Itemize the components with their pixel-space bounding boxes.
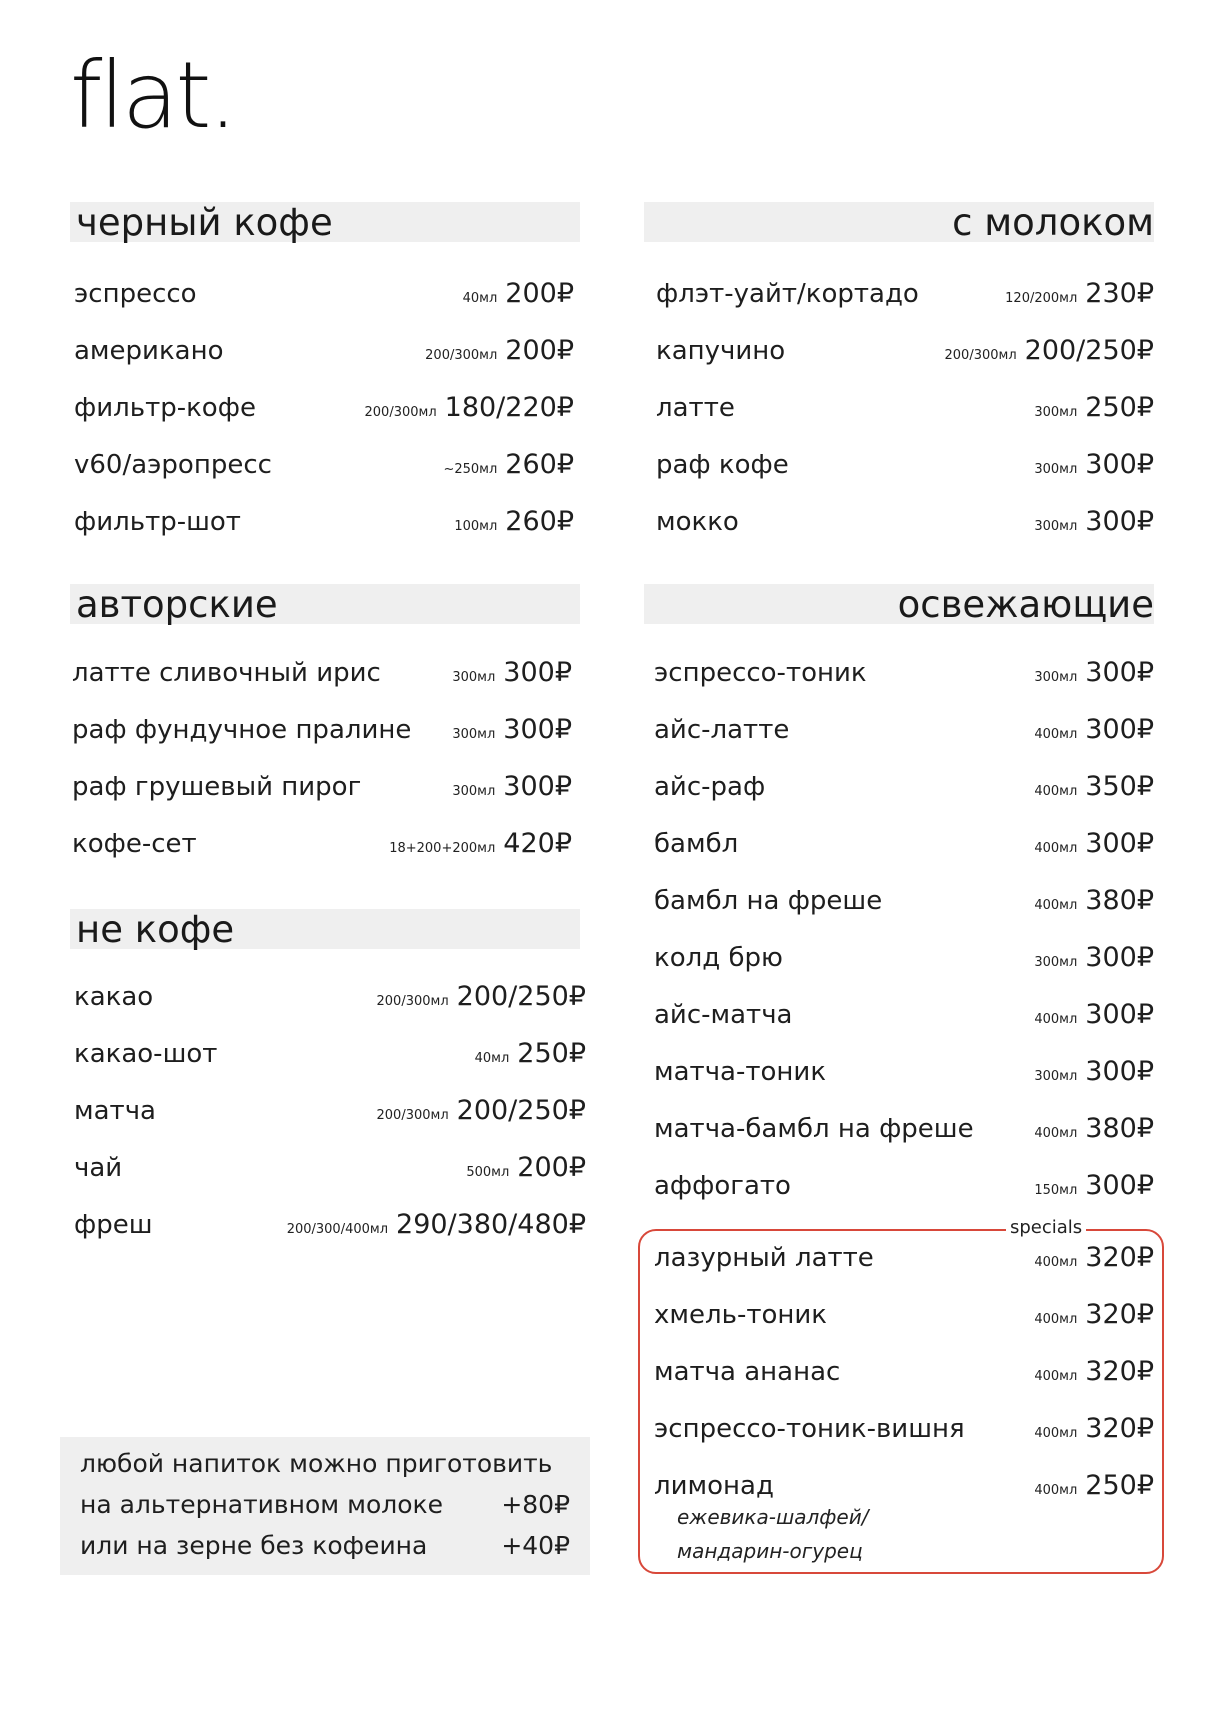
menu-item-name: раф кофе: [656, 450, 789, 480]
menu-item-pricing: [466, 1151, 586, 1190]
menu-item-volume: ~250мл: [443, 462, 498, 477]
menu-list-with-milk: [656, 277, 1154, 562]
menu-item-price: 180/220₽: [444, 392, 574, 423]
menu-item-name: колд брю: [654, 943, 783, 973]
note-text: или на зерне без кофеина: [80, 1531, 428, 1560]
menu-item-price: 380₽: [1085, 885, 1154, 916]
menu-item-price: 320₽: [1085, 1413, 1154, 1444]
menu-item-volume: 300мл: [452, 727, 496, 742]
menu-item-name: бамбл: [654, 829, 739, 859]
lemonade-flavor: ежевика-шалфей/: [677, 1505, 869, 1529]
menu-item-pricing: [377, 980, 586, 1019]
menu-item: [656, 277, 1154, 334]
menu-item-pricing: [377, 1094, 586, 1133]
menu-item-name: эспрессо-тоник: [654, 658, 867, 688]
menu-item-name: эспрессо: [74, 279, 197, 309]
section-title: освежающие: [897, 582, 1154, 626]
menu-item-volume: 300мл: [452, 670, 496, 685]
menu-item-price: 250₽: [1085, 392, 1154, 423]
menu-item-volume: 400мл: [1034, 727, 1078, 742]
menu-item: [72, 713, 572, 770]
menu-item: [656, 391, 1154, 448]
menu-item-name: какао-шот: [74, 1039, 218, 1069]
note-text: на альтернативном молоке: [80, 1490, 444, 1519]
menu-item-volume: 200/300мл: [376, 1108, 449, 1123]
menu-item: [654, 884, 1154, 941]
menu-item-pricing: [452, 656, 572, 695]
menu-item-pricing: [443, 448, 574, 487]
logo: flat.: [70, 42, 235, 149]
section-header-signature: [70, 584, 580, 624]
menu-item-name: фильтр-шот: [74, 507, 241, 537]
menu-item: [654, 827, 1154, 884]
menu-list-specials: [654, 1241, 1154, 1526]
menu-item-price: 300₽: [1085, 999, 1154, 1030]
menu-item: [656, 334, 1154, 391]
menu-item-volume: 500мл: [466, 1165, 510, 1180]
menu-item-volume: 300мл: [1034, 462, 1078, 477]
note-row: [80, 1526, 570, 1566]
menu-item-volume: 200/300мл: [425, 348, 498, 363]
menu-item: [74, 1037, 586, 1094]
menu-item-pricing: [452, 770, 572, 809]
menu-item-price: 300₽: [1085, 942, 1154, 973]
section-header-refreshing: [644, 584, 1154, 624]
menu-item-volume: 100мл: [454, 519, 498, 534]
menu-item-price: 200₽: [505, 278, 574, 309]
menu-item-pricing: [1034, 1469, 1154, 1508]
menu-item-name: латте: [656, 393, 735, 423]
menu-item-price: 300₽: [503, 771, 572, 802]
menu-item-name: раф грушевый пирог: [72, 772, 362, 802]
menu-item-name: латте сливочный ирис: [72, 658, 381, 688]
section-title: с молоком: [952, 200, 1154, 244]
menu-item-volume: 200/300мл: [944, 348, 1017, 363]
menu-item-pricing: [463, 277, 574, 316]
menu-item-name: лазурный латте: [654, 1243, 874, 1273]
menu-item-volume: 300мл: [1034, 405, 1078, 420]
menu-item-price: 250₽: [1085, 1470, 1154, 1501]
menu-item-name: фреш: [74, 1210, 153, 1240]
menu-item-volume: 400мл: [1034, 1483, 1078, 1498]
section-header-with-milk: [644, 202, 1154, 242]
menu-item: [654, 1412, 1154, 1469]
menu-item-volume: 300мл: [452, 784, 496, 799]
menu-item-price: 200₽: [505, 335, 574, 366]
menu-item-pricing: [452, 713, 572, 752]
section-title: авторские: [76, 582, 278, 626]
menu-item-pricing: [454, 505, 574, 544]
menu-item-price: 320₽: [1085, 1299, 1154, 1330]
menu-item-volume: 300мл: [1034, 519, 1078, 534]
menu-item-pricing: [1034, 505, 1154, 544]
lemonade-flavors: [677, 1500, 868, 1568]
menu-item-price: 300₽: [1085, 1170, 1154, 1201]
menu-item-name: айс-латте: [654, 715, 790, 745]
menu-item-price: 300₽: [1085, 828, 1154, 859]
section-header-not-coffee: [70, 909, 580, 949]
menu-item-volume: 300мл: [1034, 670, 1078, 685]
menu-item: [74, 1151, 586, 1208]
alternative-milk-note: [60, 1437, 590, 1575]
menu-item: [74, 1094, 586, 1151]
menu-list-signature: [72, 656, 572, 884]
menu-item-pricing: [1034, 1298, 1154, 1337]
menu-item: [654, 1112, 1154, 1169]
menu-item-volume: 400мл: [1034, 1426, 1078, 1441]
menu-list-not-coffee: [74, 980, 586, 1265]
menu-item: [72, 770, 572, 827]
menu-item-name: эспрессо-тоник-вишня: [654, 1414, 965, 1444]
menu-item-pricing: [1034, 770, 1154, 809]
menu-item-name: матча-тоник: [654, 1057, 827, 1087]
menu-item: [654, 770, 1154, 827]
lemonade-flavor: мандарин-огурец: [677, 1539, 863, 1563]
menu-item-price: 250₽: [517, 1038, 586, 1069]
menu-item-pricing: [1034, 1112, 1154, 1151]
menu-item-pricing: [1034, 656, 1154, 695]
menu-item-volume: 400мл: [1034, 784, 1078, 799]
menu-item-price: 300₽: [503, 714, 572, 745]
menu-item-volume: 200/300/400мл: [286, 1222, 389, 1237]
menu-item-price: 300₽: [1085, 657, 1154, 688]
note-price: +40₽: [501, 1531, 570, 1560]
menu-item-name: матча: [74, 1096, 156, 1126]
menu-item: [74, 391, 574, 448]
specials-label: specials: [1006, 1215, 1086, 1241]
menu-item-pricing: [425, 334, 574, 373]
menu-item-price: 260₽: [505, 506, 574, 537]
note-row: [80, 1485, 570, 1525]
menu-item-pricing: [1034, 1355, 1154, 1394]
menu-item-pricing: [1034, 1412, 1154, 1451]
menu-item-name: фильтр-кофе: [74, 393, 256, 423]
menu-item: [654, 656, 1154, 713]
menu-item-pricing: [389, 827, 572, 866]
menu-item-volume: 200/300мл: [364, 405, 437, 420]
menu-item-pricing: [1034, 713, 1154, 752]
menu-item-pricing: [1005, 277, 1154, 316]
menu-item-price: 230₽: [1085, 278, 1154, 309]
menu-item-pricing: [1034, 884, 1154, 923]
menu-item-name: капучино: [656, 336, 786, 366]
menu-item-volume: 40мл: [462, 291, 498, 306]
menu-item-name: айс-раф: [654, 772, 766, 802]
menu-item-price: 300₽: [1085, 506, 1154, 537]
menu-list-black-coffee: [74, 277, 574, 562]
menu-item: [74, 1208, 586, 1265]
menu-item-price: 320₽: [1085, 1242, 1154, 1273]
note-row: [80, 1444, 570, 1484]
menu-item-price: 300₽: [1085, 714, 1154, 745]
menu-item-pricing: [1034, 827, 1154, 866]
menu-item-price: 200₽: [517, 1152, 586, 1183]
menu-item-price: 200/250₽: [456, 981, 586, 1012]
menu-item-pricing: [1034, 391, 1154, 430]
menu-item-volume: 400мл: [1034, 1012, 1078, 1027]
menu-item-pricing: [287, 1208, 586, 1247]
menu-item-name: лимонад: [654, 1471, 774, 1501]
menu-item: [654, 713, 1154, 770]
note-price: +80₽: [501, 1490, 570, 1519]
section-title: черный кофе: [76, 200, 333, 244]
menu-item-pricing: [475, 1037, 586, 1076]
menu-item: [654, 1241, 1154, 1298]
menu-item-price: 420₽: [503, 828, 572, 859]
menu-item-volume: 400мл: [1034, 1126, 1078, 1141]
menu-item-name: мокко: [656, 507, 739, 537]
menu-item-price: 300₽: [503, 657, 572, 688]
menu-item-volume: 400мл: [1034, 841, 1078, 856]
menu-item-name: айс-матча: [654, 1000, 793, 1030]
menu-item-volume: 300мл: [1034, 955, 1078, 970]
menu-item: [74, 448, 574, 505]
menu-item: [74, 334, 574, 391]
menu-item-pricing: [1034, 1055, 1154, 1094]
menu-item-volume: 200/300мл: [376, 994, 449, 1009]
menu-item-price: 300₽: [1085, 449, 1154, 480]
menu-item: [654, 1055, 1154, 1112]
menu-item: [74, 980, 586, 1037]
menu-item: [656, 505, 1154, 562]
menu-item: [74, 277, 574, 334]
menu-item-volume: 400мл: [1034, 1369, 1078, 1384]
menu-item-name: кофе-сет: [72, 829, 197, 859]
menu-item-name: бамбл на фреше: [654, 886, 883, 916]
menu-item: [654, 998, 1154, 1055]
section-header-black-coffee: [70, 202, 580, 242]
menu-item: [654, 1298, 1154, 1355]
menu-item-name: американо: [74, 336, 224, 366]
menu-item-name: раф фундучное пралине: [72, 715, 412, 745]
menu-item-price: 300₽: [1085, 1056, 1154, 1087]
menu-item-volume: 400мл: [1034, 898, 1078, 913]
menu-item-pricing: [1034, 941, 1154, 980]
menu-item: [74, 505, 574, 562]
menu-item: [72, 827, 572, 884]
menu-item-price: 200/250₽: [1024, 335, 1154, 366]
menu-item-name: флэт-уайт/кортадо: [656, 279, 919, 309]
menu-item-name: чай: [74, 1153, 123, 1183]
menu-item-volume: 40мл: [474, 1051, 510, 1066]
menu-item-pricing: [1034, 998, 1154, 1037]
menu-item-pricing: [365, 391, 574, 430]
menu-item: [72, 656, 572, 713]
menu-list-refreshing: [654, 656, 1154, 1226]
menu-item-pricing: [1034, 1241, 1154, 1280]
menu-item-price: 350₽: [1085, 771, 1154, 802]
menu-item-volume: 120/200мл: [1005, 291, 1078, 306]
menu-item-name: какао: [74, 982, 154, 1012]
menu-item-price: 320₽: [1085, 1356, 1154, 1387]
menu-item-volume: 400мл: [1034, 1255, 1078, 1270]
section-title: не кофе: [76, 907, 235, 951]
menu-item-pricing: [1034, 448, 1154, 487]
menu-item-price: 200/250₽: [456, 1095, 586, 1126]
menu-item-volume: 300мл: [1034, 1069, 1078, 1084]
menu-item-price: 380₽: [1085, 1113, 1154, 1144]
note-text: любой напиток можно приготовить: [80, 1449, 553, 1478]
menu-item-name: аффогато: [654, 1171, 791, 1201]
menu-item-name: хмель-тоник: [654, 1300, 827, 1330]
menu-item-volume: 18+200+200мл: [389, 841, 496, 856]
menu-item-price: 290/380/480₽: [396, 1209, 586, 1240]
menu-item-name: матча ананас: [654, 1357, 841, 1387]
menu-item-pricing: [1034, 1169, 1154, 1208]
menu-item-price: 260₽: [505, 449, 574, 480]
menu-item-pricing: [945, 334, 1154, 373]
menu-item-name: v60/аэропресс: [74, 450, 272, 480]
menu-item: [654, 941, 1154, 998]
menu-item-volume: 400мл: [1034, 1312, 1078, 1327]
menu-item-volume: 150мл: [1034, 1183, 1078, 1198]
menu-item: [654, 1355, 1154, 1412]
menu-item-name: матча-бамбл на фреше: [654, 1114, 974, 1144]
menu-item: [656, 448, 1154, 505]
